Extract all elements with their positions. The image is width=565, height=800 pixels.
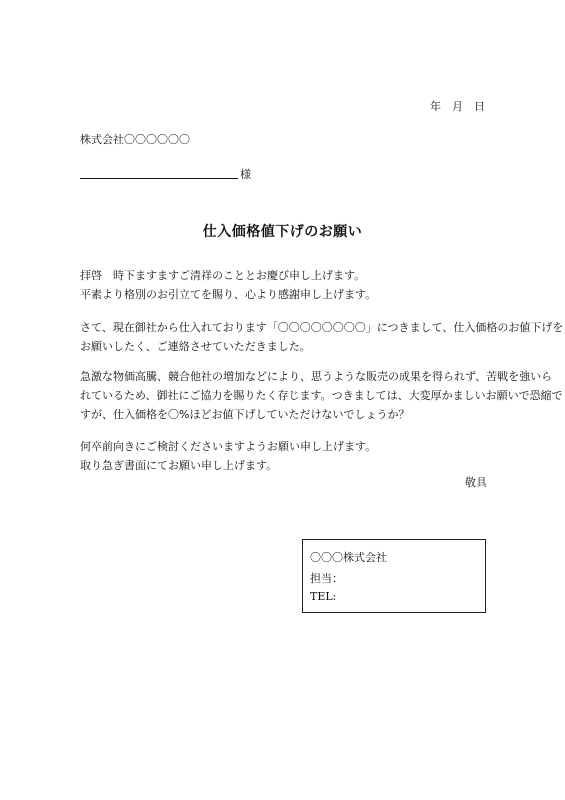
sender-person-label: 担当：	[310, 572, 343, 585]
closing-keigu: 敬具	[465, 476, 487, 489]
paragraph-line: 取り急ぎ書面にてお願い申し上げます。	[80, 459, 278, 472]
recipient-honorific: 様	[240, 168, 251, 181]
paragraph-line: 平素より格別のお引立てを賜り、心より感謝申し上げます。	[80, 288, 377, 301]
paragraph-line: れているため、御社にご協力を賜りたく存じます。つきましては、大変厚かましいお願いで恐縮で	[80, 389, 563, 402]
sender-info-box	[302, 539, 486, 613]
paragraph-closing-request	[80, 437, 500, 475]
recipient-name-blank	[80, 166, 238, 179]
paragraph-line: すが、仕入価格を〇%ほどお値下げしていただけないでしょうか？	[80, 408, 410, 421]
paragraph-purpose	[80, 318, 564, 356]
sender-tel-label: TEL:	[310, 590, 337, 603]
paragraph-line: お願いしたく、ご連絡させていただきました。	[80, 340, 311, 353]
paragraph-line: 急激な物価高騰、競合他社の増加などにより、思うような販売の成果を得られず、苦戦を強いら	[80, 370, 553, 383]
paragraph-reason	[80, 367, 563, 424]
sender-company: 〇〇〇株式会社	[310, 551, 387, 564]
paragraph-greeting	[80, 266, 500, 304]
paragraph-line: さて、現在御社から仕入れております「〇〇〇〇〇〇〇〇」につきまして、仕入価格のお値下げを	[80, 321, 564, 334]
recipient-company: 株式会社〇〇〇〇〇〇	[80, 133, 190, 146]
letter-title: 仕入価格値下げのお願い	[202, 224, 363, 240]
paragraph-line: 拝啓 時下ますますご清祥のこととお慶び申し上げます。	[80, 269, 366, 282]
paragraph-line: 何卒前向きにご検討くださいますようお願い申し上げます。	[80, 440, 377, 453]
date-line: 年 月 日	[430, 100, 485, 113]
